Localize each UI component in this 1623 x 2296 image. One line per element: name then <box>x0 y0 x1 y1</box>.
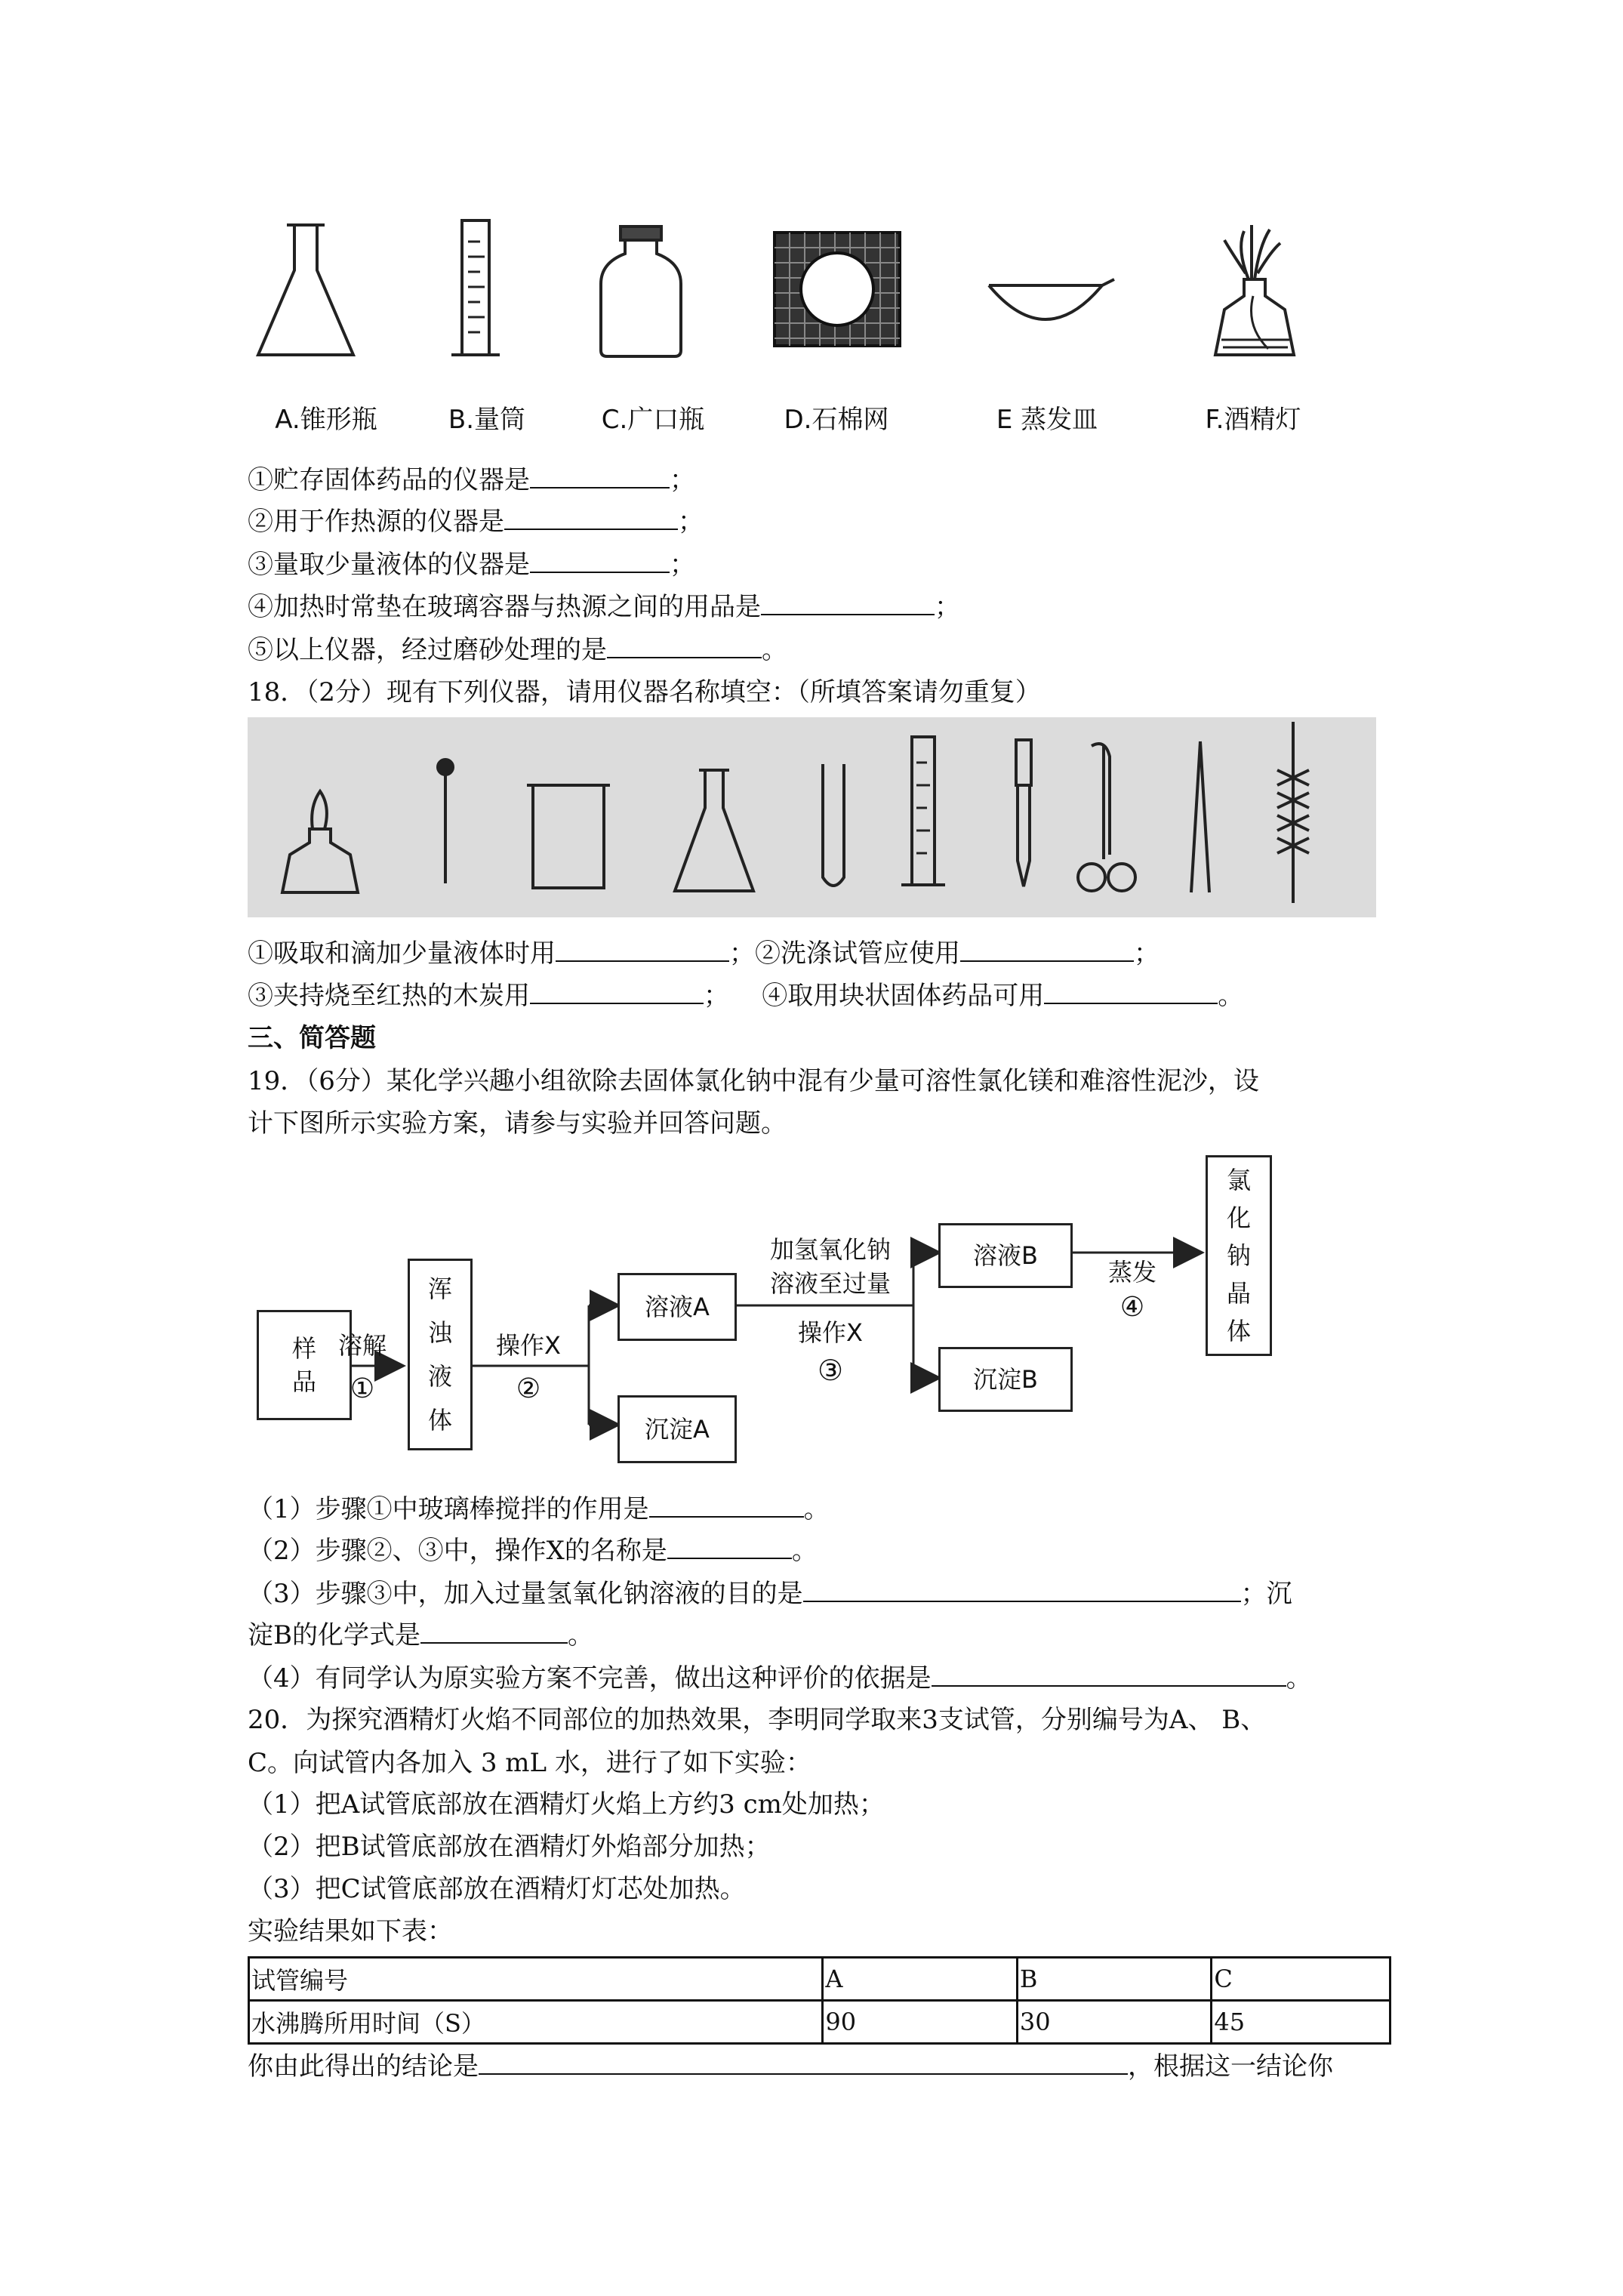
conical-flask-icon <box>258 225 353 355</box>
label-step3-top2: 溶液至过量 <box>769 1269 891 1298</box>
graduated-cylinder-icon <box>901 737 945 885</box>
q17-item-5: ⑤以上仪器，经过磨砂处理的是 。 <box>248 635 787 665</box>
answer-blank[interactable] <box>556 938 729 962</box>
alcohol-lamp-icon <box>282 791 358 892</box>
answer-blank[interactable] <box>479 2051 1128 2075</box>
evaporating-dish-icon <box>989 279 1114 319</box>
q18-row-1: ①吸取和滴加少量液体时用 ；②洗涤试管应使用 ； <box>248 938 1160 969</box>
answer-blank[interactable] <box>504 506 678 530</box>
caption-b: B.量筒 <box>448 405 526 435</box>
table-row <box>249 1958 1390 2001</box>
q18-title: 18．（2分）现有下列仪器，请用仪器名称填空：（所填答案请勿重复） <box>248 677 1041 707</box>
alcohol-lamp-icon <box>1215 225 1294 355</box>
answer-blank[interactable] <box>530 980 704 1004</box>
test-tube-icon <box>823 764 844 886</box>
answer-blank[interactable] <box>960 938 1134 962</box>
wide-mouth-bottle-icon <box>601 227 681 356</box>
q20-line-5: （3）把C试管底部放在酒精灯灯芯处加热。 <box>248 1874 746 1904</box>
label-step3-num: ③ <box>817 1354 844 1387</box>
results-table <box>248 1956 1391 2045</box>
tweezers-icon <box>1191 741 1209 892</box>
table-cell: B <box>1017 1958 1212 2001</box>
section-heading: 三、简答题 <box>248 1023 376 1053</box>
node-precipitate-a: 沉淀A <box>617 1395 737 1463</box>
table-cell: 90 <box>823 2001 1018 2044</box>
answer-blank[interactable] <box>649 1493 804 1518</box>
caption-c: C.广口瓶 <box>601 405 705 435</box>
node-precipitate-b: 沉淀B <box>938 1347 1073 1412</box>
q18-row-2: ③夹持烧至红热的木炭用 ； ④取用块状固体药品可用 。 <box>248 981 1244 1011</box>
node-solution-a: 溶液A <box>617 1273 737 1341</box>
graduated-cylinder-icon <box>451 220 500 355</box>
label-step2: 操作X <box>496 1331 561 1360</box>
crucible-tongs-icon <box>1078 744 1135 891</box>
label-step4: 蒸发 <box>1107 1258 1156 1287</box>
q20-line-6: 实验结果如下表： <box>248 1916 453 1946</box>
caption-d: D.石棉网 <box>784 405 889 435</box>
q19-line-1: 19．（6分）某化学兴趣小组欲除去固体氯化钠中混有少量可溶性氯化镁和难溶性泥沙，设 <box>248 1066 1259 1096</box>
label-step3-top1: 加氢氧化钠 <box>769 1235 891 1264</box>
q17-item-3: ③量取少量液体的仪器是 ； <box>248 550 695 580</box>
table-cell: C <box>1212 1958 1390 2001</box>
caption-a: A.锥形瓶 <box>275 405 377 435</box>
caption-f: F.酒精灯 <box>1205 405 1301 435</box>
answer-blank[interactable] <box>530 549 670 573</box>
answer-blank[interactable] <box>761 591 935 615</box>
q20-line-1: 20．为探究酒精灯火焰不同部位的加热效果，李明同学取来3支试管，分别编号为A、 B、 <box>248 1705 1267 1735</box>
q20-line-3: （1）把A试管底部放在酒精灯火焰上方约3 cm处加热； <box>248 1789 885 1820</box>
answer-blank[interactable] <box>420 1620 568 1644</box>
label-step3: 操作X <box>798 1318 863 1347</box>
label-step4-num: ④ <box>1119 1292 1145 1323</box>
answer-blank[interactable] <box>932 1663 1286 1687</box>
instrument-figure-row2 <box>248 717 1376 917</box>
q17-item-4: ④加热时常垫在玻璃容器与热源之间的用品是 ； <box>248 592 960 622</box>
q19-sub-1: （1）步骤①中玻璃棒搅拌的作用是 。 <box>248 1494 830 1524</box>
node-sodium-chloride-crystal: 氯化钠晶体 <box>1206 1155 1272 1356</box>
answer-blank[interactable] <box>1044 980 1218 1004</box>
answer-blank[interactable] <box>607 634 762 658</box>
q19-sub-2: （2）步骤②、③中，操作X的名称是 。 <box>248 1536 818 1566</box>
table-cell: 45 <box>1212 2001 1390 2044</box>
q20-conclusion: 你由此得出的结论是 ，根据这一结论你 <box>248 2051 1333 2082</box>
answer-blank[interactable] <box>803 1578 1241 1602</box>
table-cell: A <box>823 1958 1018 2001</box>
answer-blank[interactable] <box>530 464 670 488</box>
asbestos-gauze-icon <box>775 233 900 346</box>
q19-sub-4: （4）有同学认为原实验方案不完善，做出这种评价的依据是 。 <box>248 1663 1312 1693</box>
beaker-icon <box>527 785 610 888</box>
q17-item-2: ②用于作热源的仪器是 ； <box>248 507 704 537</box>
q19-sub-3a: （3）步骤③中，加入过量氢氧化钠溶液的目的是 ；沉 <box>248 1579 1292 1609</box>
q19-sub-3b: 淀B的化学式是 。 <box>248 1620 593 1650</box>
table-row <box>249 2001 1390 2044</box>
table-cell: 水沸腾所用时间（S） <box>249 2001 823 2044</box>
conical-flask-icon <box>675 770 753 891</box>
label-step2-num: ② <box>516 1373 541 1404</box>
table-cell: 30 <box>1017 2001 1212 2044</box>
table-cell: 试管编号 <box>249 1958 823 2001</box>
label-step1-num: ① <box>350 1373 375 1404</box>
q20-line-2: C。向试管内各加入 3 mL 水，进行了如下实验： <box>248 1748 812 1778</box>
node-sample: 样品 <box>257 1310 352 1420</box>
q19-line-2: 计下图所示实验方案，请参与实验并回答问题。 <box>248 1108 787 1139</box>
q17-item-1: ①贮存固体药品的仪器是 ； <box>248 465 695 495</box>
dropper-icon <box>1016 740 1031 886</box>
test-tube-brush-icon <box>1277 722 1309 903</box>
answer-blank[interactable] <box>667 1535 792 1559</box>
node-solution-b: 溶液B <box>938 1223 1073 1288</box>
caption-e: E 蒸发皿 <box>996 405 1098 435</box>
node-turbid-liquid: 浑浊液体 <box>408 1259 473 1450</box>
q20-line-4: （2）把B试管底部放在酒精灯外焰部分加热； <box>248 1832 771 1862</box>
glass-rod-icon <box>438 760 453 883</box>
label-step1: 溶解 <box>337 1331 387 1360</box>
